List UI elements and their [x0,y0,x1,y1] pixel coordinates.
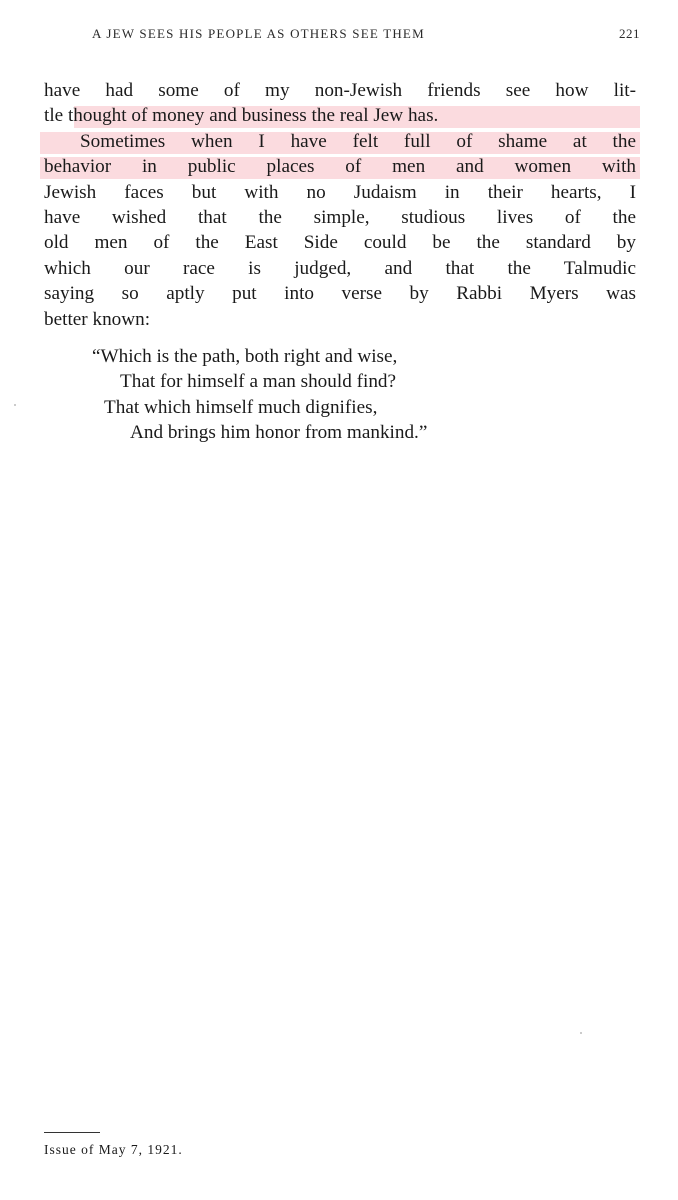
verse-line: “Which is the path, both right and wise, [92,346,398,367]
text-line: old men of the East Side could be the standard by [44,232,636,254]
verse-line: That which himself much dignifies, [104,396,378,418]
verse-line: That for himself a man should find? [120,371,397,393]
paper-speck [14,404,16,406]
footnote: Issue of May 7, 1921. [44,1142,183,1157]
text-line: better known: [44,308,151,330]
text-line: saying so aptly put into verse by Rabbi Myers was [44,283,636,305]
text-line-highlighted: Sometimes when I have felt full of shame at the [44,129,636,154]
text-line: which our race is judged, and that the Talmudic [44,257,636,279]
text-line: have had some of my non-Jewish friends see how lit- [44,80,636,101]
text-line-highlighted: tle thought of money and business the real Jew has. [44,103,636,128]
running-head [92,26,640,46]
page-number: 221 [619,26,640,41]
paper-speck [580,1032,582,1034]
text-line-highlighted: behavior in public places of men and women with [44,154,636,179]
body-paragraphs [44,78,636,332]
verse-quotation [44,344,636,446]
text-line: have wished that the simple, studious lives of the [44,206,636,228]
footnote-rule [44,1132,100,1133]
verse-line: And brings him honor from mankind.” [130,422,428,444]
running-head-title: A JEW SEES HIS PEOPLE AS OTHERS SEE THEM [92,26,425,41]
text-line: Jewish faces but with no Judaism in their hearts, I [44,181,636,203]
